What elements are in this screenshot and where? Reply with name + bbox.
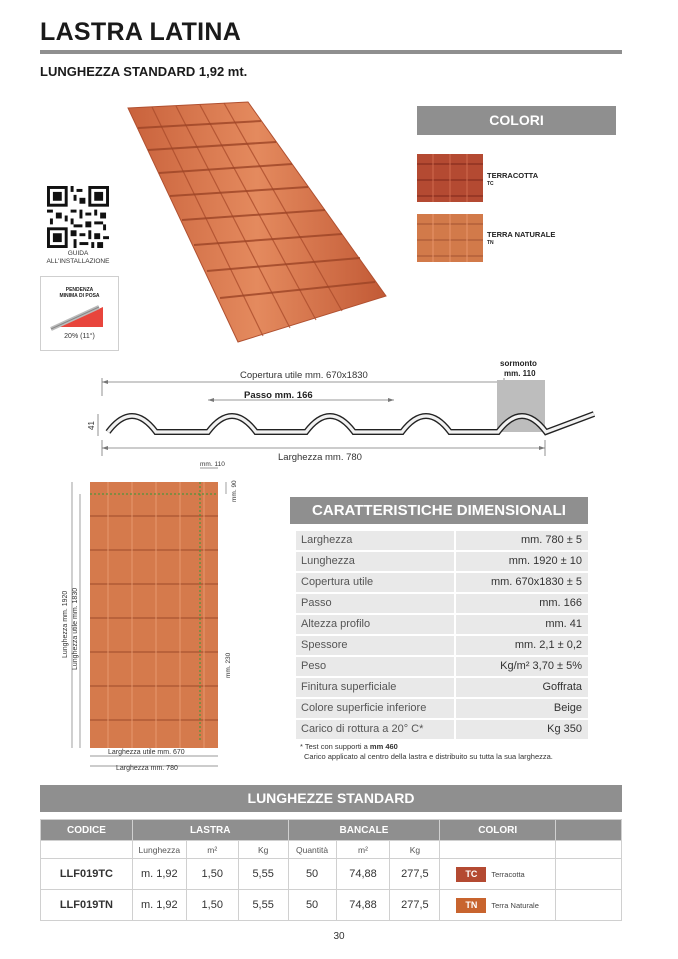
colors-heading: COLORI <box>417 106 616 135</box>
lengths-table <box>40 819 622 921</box>
cell-color <box>440 859 556 890</box>
page-title: LASTRA LATINA <box>40 18 242 46</box>
spec-row <box>296 657 588 676</box>
col-empty <box>556 820 622 841</box>
table-row <box>41 859 622 890</box>
sub-kgb: Kg <box>390 841 440 859</box>
coverage-label: Copertura utile mm. 670x1830 <box>240 370 368 381</box>
spec-label: Passo <box>296 594 454 613</box>
spec-value: Kg 350 <box>456 720 588 739</box>
spec-row <box>296 531 588 550</box>
spec-row <box>296 720 588 739</box>
table-row <box>41 890 622 921</box>
spec-value: Beige <box>456 699 588 718</box>
color-badge: TN <box>456 898 486 913</box>
spec-label: Spessore <box>296 636 454 655</box>
cell-color <box>440 890 556 921</box>
swatch-label-terra-naturale: TERRA NATURALE TN <box>487 230 556 246</box>
side-overlap-label: mm. 90 <box>231 480 238 502</box>
col-code: CODICE <box>41 820 133 841</box>
spec-value: mm. 670x1830 ± 5 <box>456 573 588 592</box>
cell-m2b: 74,88 <box>336 890 390 921</box>
sub-qty: Quantità <box>288 841 336 859</box>
spec-value: mm. 2,1 ± 0,2 <box>456 636 588 655</box>
page-number: 30 <box>333 931 345 942</box>
slope-icon <box>41 299 118 333</box>
spec-value: mm. 780 ± 5 <box>456 531 588 550</box>
color-name: Terra Naturale <box>491 900 539 910</box>
useful-width-label: Larghezza utile mm. 670 <box>108 749 185 756</box>
spec-label: Altezza profilo <box>296 615 454 634</box>
spec-row <box>296 615 588 634</box>
color-badge: TC <box>456 867 486 882</box>
sub-length: Lunghezza <box>132 841 186 859</box>
spec-label: Colore superficie inferiore <box>296 699 454 718</box>
cell-m2b: 74,88 <box>336 859 390 890</box>
useful-length-label: Lunghezza utile mm. 1830 <box>72 587 79 670</box>
spec-row <box>296 699 588 718</box>
min-slope-box <box>40 276 119 351</box>
specs-note: * Test con supporti a mm 460 Carico applicato al centro della lastra e distribuito su tutta la sua larghezza. <box>300 742 553 761</box>
pitch-label: Passo mm. 166 <box>244 390 313 401</box>
spec-label: Carico di rottura a 20° C* <box>296 720 454 739</box>
spec-row <box>296 552 588 571</box>
qr-caption: GUIDA ALL'INSTALLAZIONE <box>46 250 110 265</box>
cell-kgb: 277,5 <box>390 859 440 890</box>
spec-row <box>296 636 588 655</box>
top-overlap-label: mm. 110 <box>200 461 225 468</box>
product-code: LLF019TC <box>41 859 133 890</box>
cell-m2: 1,50 <box>186 859 238 890</box>
color-name: Terracotta <box>491 869 525 879</box>
col-colors: COLORI <box>440 820 556 841</box>
swatch-terracotta <box>417 154 483 202</box>
sub-m2: m² <box>186 841 238 859</box>
spec-label: Peso <box>296 657 454 676</box>
spec-label: Larghezza <box>296 531 454 550</box>
spec-row <box>296 594 588 613</box>
spec-value: mm. 41 <box>456 615 588 634</box>
swatch-terra-naturale <box>417 214 483 262</box>
cell-kg: 5,55 <box>238 890 288 921</box>
title-divider <box>40 50 622 54</box>
length-label: Lunghezza mm. 1920 <box>62 590 69 658</box>
col-sheet: LASTRA <box>132 820 288 841</box>
cell-length: m. 1,92 <box>132 859 186 890</box>
profile-diagram <box>80 356 600 464</box>
swatch-label-terracotta: TERRACOTTA TC <box>487 171 539 187</box>
spec-value: Goffrata <box>456 678 588 697</box>
page-subtitle: LUNGHEZZA STANDARD 1,92 mt. <box>40 64 248 79</box>
inner-height-label: mm. 230 <box>225 652 232 678</box>
spec-row <box>296 573 588 592</box>
cell-length: m. 1,92 <box>132 890 186 921</box>
spec-label: Finitura superficiale <box>296 678 454 697</box>
overlap-label-1: sormonto <box>500 359 537 368</box>
min-slope-label: PENDENZA MINIMA DI POSA <box>59 287 100 299</box>
col-pallet: BANCALE <box>288 820 440 841</box>
product-code: LLF019TN <box>41 890 133 921</box>
roof-sheet-image <box>120 100 395 350</box>
width-label: Larghezza mm. 780 <box>278 452 362 463</box>
sub-m2b: m² <box>336 841 390 859</box>
min-slope-value: 20% (11°) <box>64 333 95 340</box>
qr-code-icon[interactable] <box>47 186 109 248</box>
cell-qty: 50 <box>288 890 336 921</box>
spec-label: Lunghezza <box>296 552 454 571</box>
spec-value: mm. 166 <box>456 594 588 613</box>
cell-kg: 5,55 <box>238 859 288 890</box>
spec-value: mm. 1920 ± 10 <box>456 552 588 571</box>
spec-label: Copertura utile <box>296 573 454 592</box>
spec-value: Kg/m² 3,70 ± 5% <box>456 657 588 676</box>
lengths-heading: LUNGHEZZE STANDARD <box>40 785 622 812</box>
cell-kgb: 277,5 <box>390 890 440 921</box>
spec-row <box>296 678 588 697</box>
sheet-diagram <box>50 458 240 776</box>
cell-m2: 1,50 <box>186 890 238 921</box>
sub-kg: Kg <box>238 841 288 859</box>
specs-heading: CARATTERISTICHE DIMENSIONALI <box>290 497 588 524</box>
sheet-width-label: Larghezza mm. 780 <box>116 765 178 772</box>
height-label: 41 <box>87 421 96 430</box>
overlap-label-2: mm. 110 <box>504 369 536 378</box>
cell-qty: 50 <box>288 859 336 890</box>
